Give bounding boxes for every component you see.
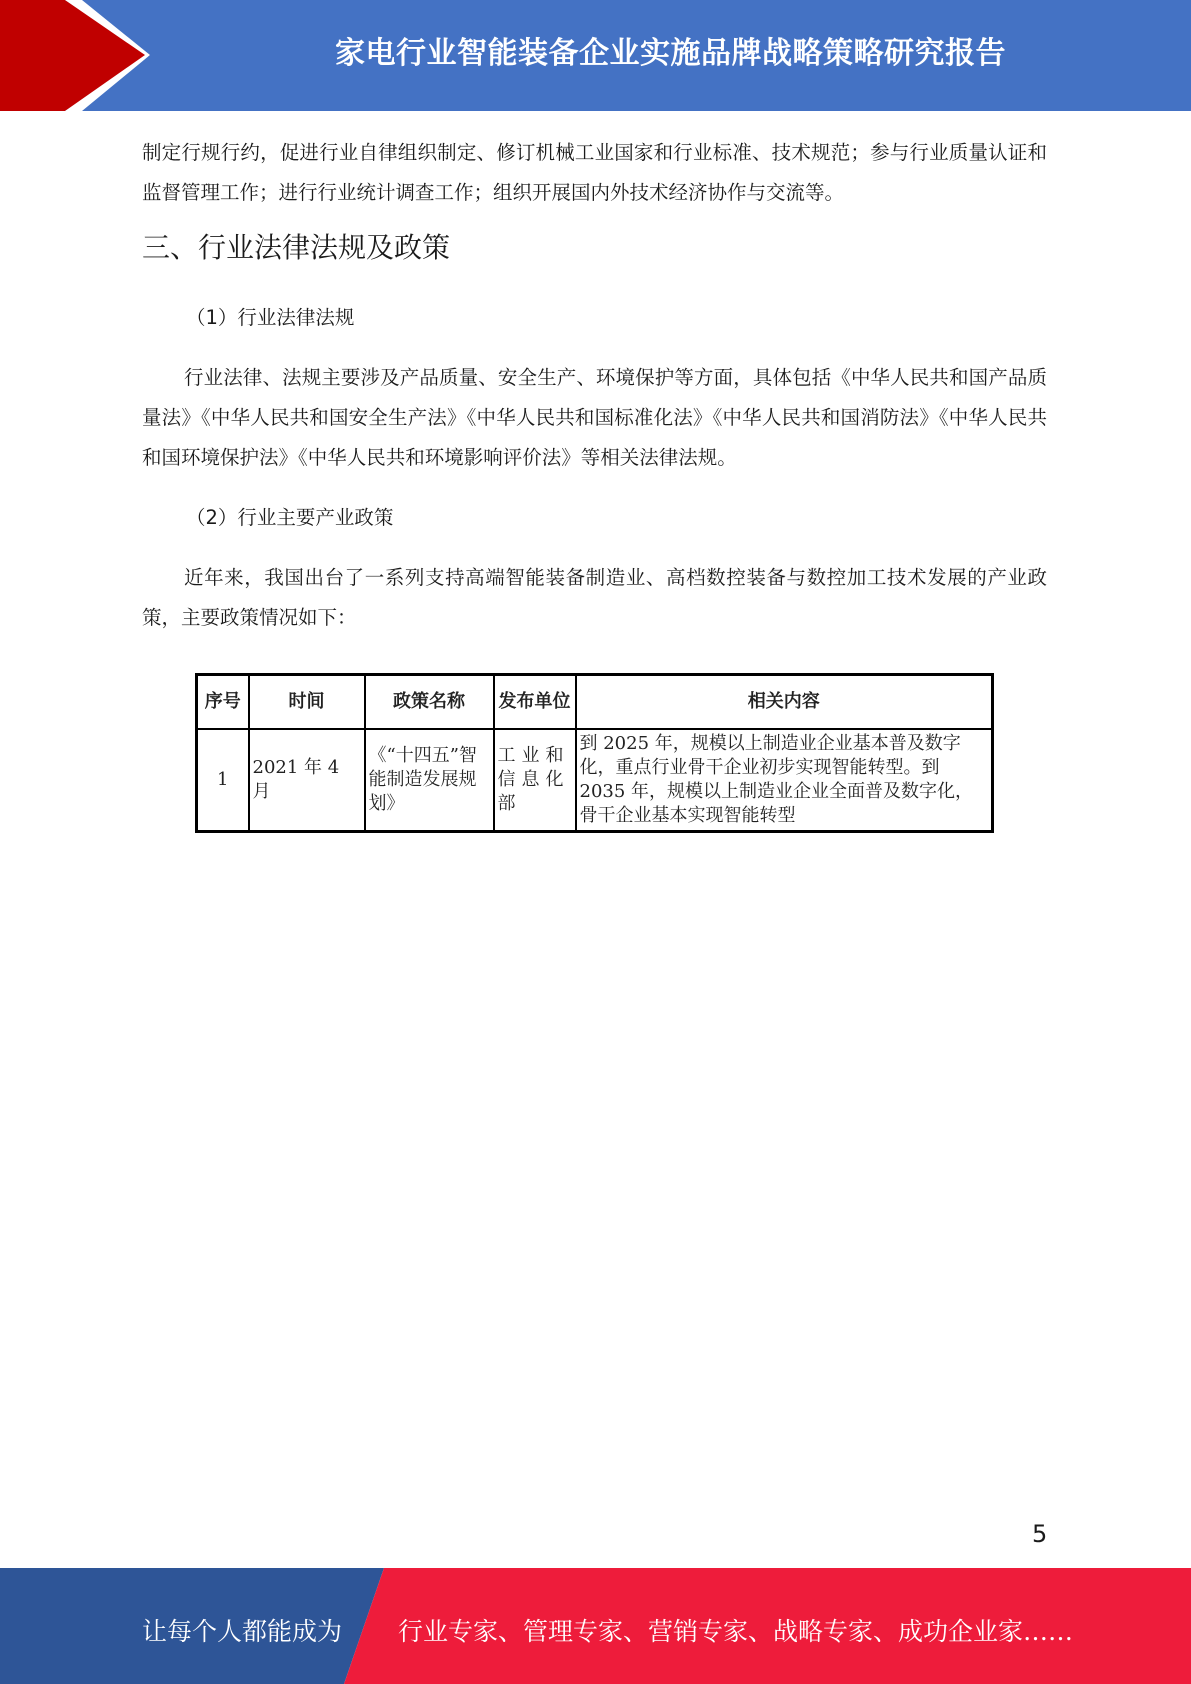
cell-time: 2021 年 4 月 xyxy=(249,729,365,832)
footer-slogan-left: 让每个人都能成为 xyxy=(142,1617,343,1646)
header-issuer: 发布单位 xyxy=(494,675,576,730)
page-footer xyxy=(0,1568,1191,1684)
table-row xyxy=(197,729,993,832)
header-time: 时间 xyxy=(249,675,365,730)
header-name: 政策名称 xyxy=(365,675,494,730)
header-no: 序号 xyxy=(197,675,249,730)
cell-content: 到 2025 年，规模以上制造业企业基本普及数字化，重点行业骨干企业初步实现智能转型。到 2035 年，规模以上制造业企业全面普及数字化，骨干企业基本实现智能转型 xyxy=(576,729,993,832)
policy-table xyxy=(195,673,994,833)
section-title: 三、行业法律法规及政策 xyxy=(142,231,451,264)
paragraph-3: 近年来，我国出台了一系列支持高端智能装备制造业、高档数控装备与数控加工技术发展的产业政策，主要政策情况如下： xyxy=(142,566,1047,629)
table-header-row xyxy=(197,675,993,730)
footer-slogan-right: 行业专家、管理专家、营销专家、战略专家、成功企业家…… xyxy=(398,1617,1074,1646)
header-title: 家电行业智能装备企业实施品牌战略策略研究报告 xyxy=(335,36,1006,71)
paragraph-1: 制定行规行约，促进行业自律组织制定、修订机械工业国家和行业标准、技术规范；参与行业质量认证和监督管理工作；进行行业统计调查工作；组织开展国内外技术经济协作与交流等。 xyxy=(142,141,1047,204)
paragraph-2: 行业法律、法规主要涉及产品质量、安全生产、环境保护等方面，具体包括《中华人民共和国产品质量法》《中华人民共和国安全生产法》《中华人民共和国标准化法》《中华人民共和国消防法》《中华人民共和国环境保护法》《中华人民共和环境影响评价法》等相关法律法规。 xyxy=(142,366,1047,469)
cell-no: 1 xyxy=(197,729,249,832)
page-number: 5 xyxy=(1032,1520,1048,1548)
subsection-policies: （2）行业主要产业政策 xyxy=(186,506,394,529)
cell-name: 《“十四五”智能制造发展规划》 xyxy=(365,729,494,832)
header-content: 相关内容 xyxy=(576,675,993,730)
page-header xyxy=(0,0,1191,111)
subsection-laws: （1）行业法律法规 xyxy=(186,306,355,329)
cell-issuer: 工业和信息化部 xyxy=(494,729,576,832)
